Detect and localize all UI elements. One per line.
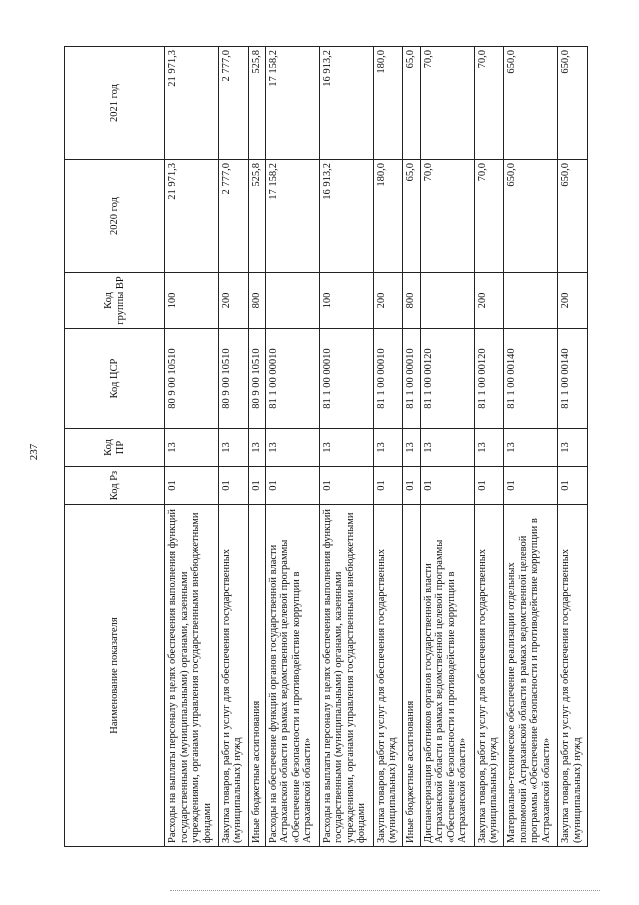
cell-name: Закупка товаров, работ и услуг для обеспечения государственных (муниципальных) нужд	[373, 505, 403, 847]
cell-name: Диспансеризация работников органов государственной власти Астраханской области в рамках ведомственной целевой программы «Обеспечение безопасности и противодействие коррупции в Астраханской области»	[420, 505, 474, 847]
cell-name: Иные бюджетные ассигнования	[248, 505, 265, 847]
cell-rz: 01	[558, 467, 588, 505]
table-row	[403, 47, 420, 847]
cell-csr: 81 1 00 00140	[558, 329, 588, 429]
cell-vr: 100	[165, 273, 219, 329]
cell-2021: 2 777,0	[218, 47, 248, 160]
cell-vr	[420, 273, 474, 329]
cell-csr: 81 1 00 00120	[420, 329, 474, 429]
table-row	[265, 47, 319, 847]
page-number: 237	[28, 443, 40, 461]
cell-rz: 01	[373, 467, 403, 505]
cell-2020: 2 777,0	[218, 160, 248, 273]
cell-rz: 01	[248, 467, 265, 505]
cell-2020: 180,0	[373, 160, 403, 273]
cell-rz: 01	[265, 467, 319, 505]
header-vr: Код группы ВР	[65, 273, 165, 329]
cell-2020: 17 158,2	[265, 160, 319, 273]
header-csr: Код ЦСР	[65, 329, 165, 429]
cell-2021: 180,0	[373, 47, 403, 160]
cell-2021: 17 158,2	[265, 47, 319, 160]
table-row	[504, 47, 558, 847]
table-row	[474, 47, 504, 847]
table-row	[248, 47, 265, 847]
cell-vr: 200	[558, 273, 588, 329]
cell-2021: 65,0	[403, 47, 420, 160]
cell-name: Закупка товаров, работ и услуг для обеспечения государственных (муниципальных) нужд	[558, 505, 588, 847]
cell-name: Закупка товаров, работ и услуг для обеспечения государственных (муниципальных) нужд	[218, 505, 248, 847]
cell-pr: 13	[558, 429, 588, 467]
header-2020: 2020 год	[65, 160, 165, 273]
cell-pr: 13	[248, 429, 265, 467]
footer-divider	[170, 890, 600, 891]
cell-2020: 16 913,2	[319, 160, 373, 273]
table-row	[319, 47, 373, 847]
table-header-row	[65, 47, 165, 847]
cell-vr: 200	[218, 273, 248, 329]
table-row	[420, 47, 474, 847]
cell-csr: 81 1 00 00010	[265, 329, 319, 429]
cell-2021: 70,0	[474, 47, 504, 160]
header-name: Наименование показателя	[65, 505, 165, 847]
cell-rz: 01	[319, 467, 373, 505]
cell-2021: 650,0	[558, 47, 588, 160]
cell-pr: 13	[403, 429, 420, 467]
header-pr: Код ПР	[65, 429, 165, 467]
header-rz: Код Рз	[65, 467, 165, 505]
table-row	[373, 47, 403, 847]
cell-csr: 81 1 00 00120	[474, 329, 504, 429]
cell-name: Материально-техническое обеспечение реализации отдельных полномочий Астраханской области в рамках ведомственной целевой программы «Обеспечение безопасности и противодействие коррупции в Астраханской области»	[504, 505, 558, 847]
cell-rz: 01	[504, 467, 558, 505]
cell-pr: 13	[373, 429, 403, 467]
cell-pr: 13	[265, 429, 319, 467]
cell-2021: 650,0	[504, 47, 558, 160]
cell-rz: 01	[165, 467, 219, 505]
cell-name: Иные бюджетные ассигнования	[403, 505, 420, 847]
cell-pr: 13	[218, 429, 248, 467]
budget-table	[64, 46, 588, 847]
cell-pr: 13	[165, 429, 219, 467]
cell-csr: 80 9 00 10510	[248, 329, 265, 429]
cell-rz: 01	[403, 467, 420, 505]
cell-2021: 525,8	[248, 47, 265, 160]
table-row	[558, 47, 588, 847]
table-row	[165, 47, 219, 847]
cell-vr: 800	[403, 273, 420, 329]
cell-rz: 01	[218, 467, 248, 505]
cell-2020: 65,0	[403, 160, 420, 273]
cell-pr: 13	[474, 429, 504, 467]
cell-2021: 21 971,3	[165, 47, 219, 160]
cell-2021: 70,0	[420, 47, 474, 160]
cell-vr	[265, 273, 319, 329]
cell-2020: 525,8	[248, 160, 265, 273]
cell-pr: 13	[420, 429, 474, 467]
cell-vr	[504, 273, 558, 329]
cell-csr: 81 1 00 00010	[319, 329, 373, 429]
cell-name: Расходы на выплаты персоналу в целях обеспечения выполнения функций государственными (муниципальными) органами, казенными учреждениями, органами управления государственными внебюджетными фондами	[165, 505, 219, 847]
cell-rz: 01	[420, 467, 474, 505]
cell-pr: 13	[504, 429, 558, 467]
cell-name: Расходы на обеспечение функций органов государственной власти Астраханской области в рамках ведомственной целевой программы «Обеспечение безопасности и противодействие коррупции в Астраханской области»	[265, 505, 319, 847]
cell-csr: 80 9 00 10510	[218, 329, 248, 429]
cell-2020: 70,0	[420, 160, 474, 273]
cell-vr: 200	[373, 273, 403, 329]
cell-2020: 650,0	[558, 160, 588, 273]
table-row	[218, 47, 248, 847]
cell-csr: 81 1 00 00010	[373, 329, 403, 429]
cell-pr: 13	[319, 429, 373, 467]
cell-name: Расходы на выплаты персоналу в целях обеспечения выполнения функций государственными (муниципальными) органами, казенными учреждениями, органами управления государственными внебюджетными фондами	[319, 505, 373, 847]
cell-vr: 800	[248, 273, 265, 329]
cell-vr: 200	[474, 273, 504, 329]
cell-2020: 650,0	[504, 160, 558, 273]
cell-csr: 81 1 00 00140	[504, 329, 558, 429]
cell-2020: 70,0	[474, 160, 504, 273]
cell-vr: 100	[319, 273, 373, 329]
cell-2020: 21 971,3	[165, 160, 219, 273]
budget-table-container	[64, 47, 588, 847]
cell-csr: 80 9 00 10510	[165, 329, 219, 429]
cell-rz: 01	[474, 467, 504, 505]
cell-2021: 16 913,2	[319, 47, 373, 160]
cell-name: Закупка товаров, работ и услуг для обеспечения государственных (муниципальных) нужд	[474, 505, 504, 847]
cell-csr: 81 1 00 00010	[403, 329, 420, 429]
header-2021: 2021 год	[65, 47, 165, 160]
